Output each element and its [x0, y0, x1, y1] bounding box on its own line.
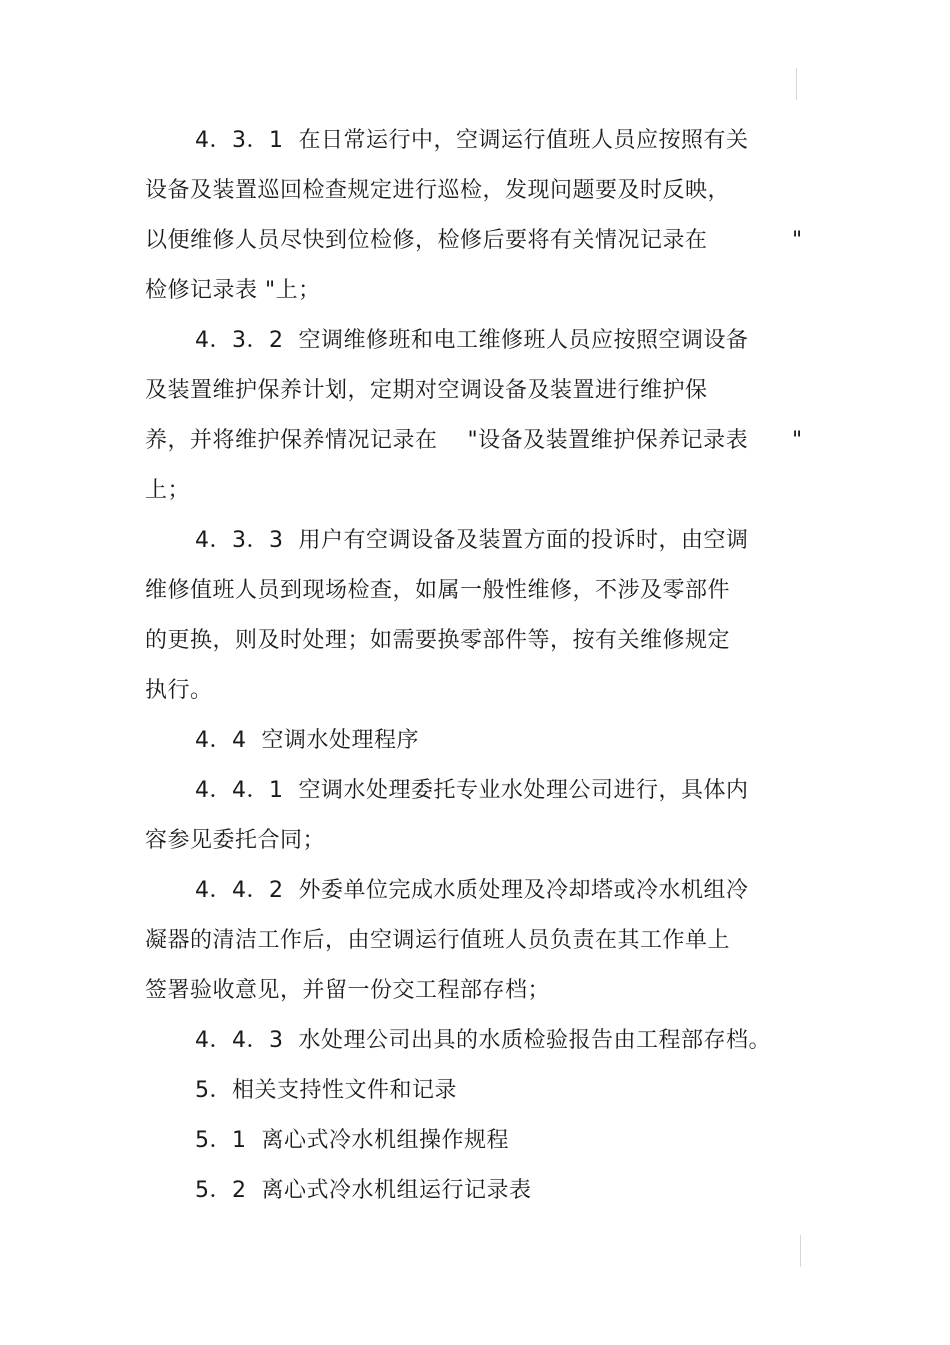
paragraph-line: 签署验收意见，并留一份交工程部存档；	[145, 978, 551, 1003]
crop-mark-top-right	[796, 68, 797, 100]
section-heading: 5．相关支持性文件和记录	[195, 1078, 457, 1103]
paragraph-line: 以便维修人员尽快到位检修，检修后要将有关情况记录在	[145, 228, 708, 253]
closing-quote-mark: "	[792, 428, 803, 453]
paragraph-line: 4．4．2 外委单位完成水质处理及冷却塔或冷水机组冷	[195, 878, 749, 903]
section-heading: 4．4 空调水处理程序	[195, 728, 419, 753]
paragraph-line: 4．3．2 空调维修班和电工维修班人员应按照空调设备	[195, 328, 749, 353]
paragraph-line: 凝器的清洁工作后，由空调运行值班人员负责在其工作单上	[145, 928, 731, 953]
paragraph-line: 的更换，则及时处理；如需要换零部件等，按有关维修规定	[145, 628, 731, 653]
closing-quote-mark: "	[792, 228, 803, 253]
paragraph-line: 维修值班人员到现场检查，如属一般性维修，不涉及零部件	[145, 578, 731, 603]
paragraph-line: 养，并将维护保养情况记录在 "设备及装置维护保养记录表	[145, 428, 749, 453]
paragraph-line: 4．4．1 空调水处理委托专业水处理公司进行，具体内	[195, 778, 749, 803]
list-item: 5．1 离心式冷水机组操作规程	[195, 1128, 509, 1153]
paragraph-line: 容参见委托合同；	[145, 828, 326, 853]
paragraph-line: 检修记录表 "上；	[145, 278, 321, 303]
paragraph-line: 4．4．3 水处理公司出具的水质检验报告由工程部存档。	[195, 1028, 771, 1053]
paragraph-line: 及装置维护保养计划，定期对空调设备及装置进行维护保	[145, 378, 708, 403]
paragraph-line: 上；	[145, 478, 191, 503]
list-item: 5．2 离心式冷水机组运行记录表	[195, 1178, 532, 1203]
paragraph-line: 4．3．1 在日常运行中，空调运行值班人员应按照有关	[195, 128, 749, 153]
paragraph-line: 设备及装置巡回检查规定进行巡检，发现问题要及时反映，	[145, 178, 731, 203]
crop-mark-bottom-right	[800, 1235, 801, 1267]
paragraph-line: 4．3．3 用户有空调设备及装置方面的投诉时，由空调	[195, 528, 749, 553]
paragraph-line: 执行。	[145, 678, 213, 703]
